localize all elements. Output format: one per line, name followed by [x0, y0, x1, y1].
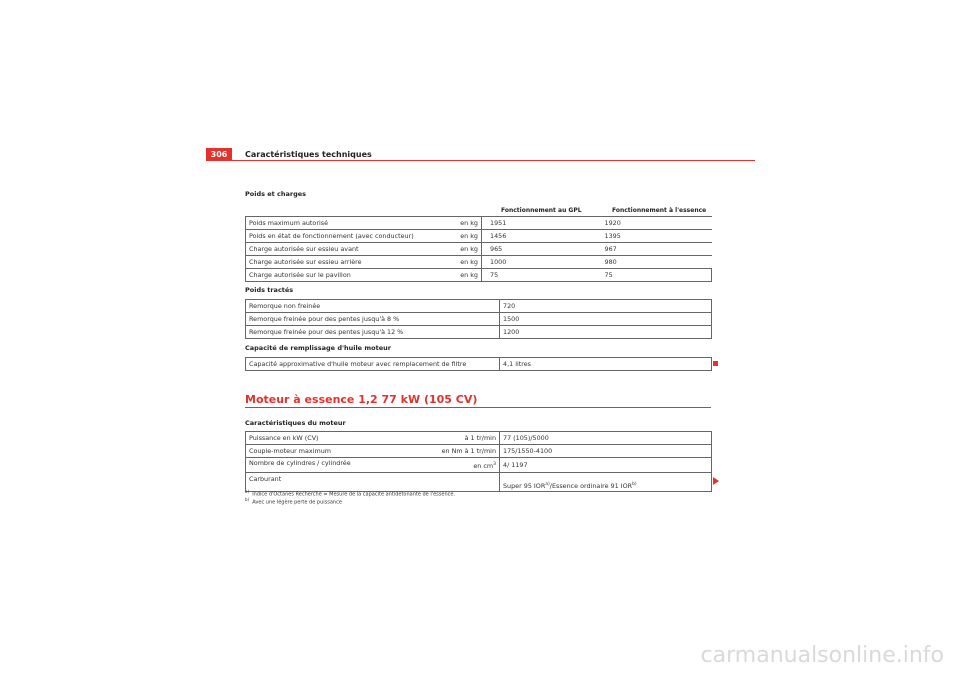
section-title-oil: Capacité de remplissage d'huile moteur — [245, 344, 391, 352]
row-label — [246, 217, 482, 230]
fuel-value — [500, 473, 712, 492]
row-label-text: Charge autorisée sur essieu avant — [249, 245, 359, 253]
row-label — [246, 445, 500, 458]
weights-table — [245, 216, 712, 282]
row-label: Remorque freinée pour des pentes jusqu'à 12 % — [246, 326, 500, 339]
footnote-ref-b: b) — [632, 481, 637, 487]
row-label — [246, 230, 482, 243]
row-label-text: Puissance en kW (CV) — [249, 434, 319, 442]
footnote-text: Avec une légère perte de puissance — [252, 499, 342, 506]
page-title: Caractéristiques techniques — [245, 150, 372, 159]
engine-heading: Moteur à essence 1,2 77 kW (105 CV) — [245, 393, 478, 406]
row-value: 77 (105)/5000 — [500, 432, 712, 445]
row-label: Carburant — [246, 473, 500, 492]
table-row — [246, 256, 712, 269]
table-row — [246, 269, 712, 282]
row-label-text: Charge autorisée sur le pavillon — [249, 271, 351, 279]
section-end-marker — [713, 361, 718, 366]
fuel-value-b: /Essence ordinaire 91 IOR — [549, 482, 633, 490]
row-label-text: Nombre de cylindres / cylindrée — [249, 459, 351, 468]
row-value: 4/ 1197 — [500, 458, 712, 473]
value-gpl: 75 — [482, 269, 597, 282]
section-title-weights: Poids et charges — [245, 190, 307, 198]
row-label — [246, 458, 500, 473]
table-row — [246, 243, 712, 256]
column-header-essence: Fonctionnement à l'essence — [612, 207, 707, 214]
footnote-mark: a) — [245, 489, 250, 494]
value-essence: 75 — [597, 269, 712, 282]
row-unit: en kg — [460, 245, 478, 253]
row-label — [246, 432, 500, 445]
row-label-text: Poids en état de fonctionnement (avec conducteur) — [249, 232, 414, 240]
unit-text: en cm — [473, 462, 494, 471]
row-label: Capacité approximative d'huile moteur avec remplacement de filtre — [246, 358, 500, 371]
row-unit: en Nm à 1 tr/min — [441, 447, 496, 455]
footnote-ref-a: a) — [545, 481, 550, 487]
footnote-text: Indice d'Octanes Recherché = Mesure de la capacité antidétonante de l'essence. — [252, 491, 456, 498]
table-row — [246, 300, 712, 313]
table-row — [246, 358, 712, 371]
row-label — [246, 269, 482, 282]
row-value: 4,1 litres — [500, 358, 712, 371]
row-unit: en kg — [460, 258, 478, 266]
row-label-text: Couple-moteur maximum — [249, 447, 331, 455]
unit-superscript: 3 — [493, 462, 496, 468]
table-row — [246, 432, 712, 445]
value-essence: 967 — [597, 243, 712, 256]
page-number-badge: 306 — [206, 148, 232, 161]
watermark: carmanualsonline.info — [700, 643, 944, 668]
table-row — [246, 458, 712, 473]
row-value: 1200 — [500, 326, 712, 339]
oil-table — [245, 357, 712, 371]
row-unit: en kg — [460, 271, 478, 279]
table-row — [246, 217, 712, 230]
footnote-mark: b) — [245, 497, 250, 502]
value-gpl: 965 — [482, 243, 597, 256]
footnote-b — [245, 497, 342, 506]
value-essence: 980 — [597, 256, 712, 269]
row-value: 720 — [500, 300, 712, 313]
fuel-value-a: Super 95 IOR — [503, 482, 546, 490]
section-title-towing: Poids tractés — [245, 286, 294, 294]
value-essence: 1395 — [597, 230, 712, 243]
row-label: Remorque freinée pour des pentes jusqu'à 8 % — [246, 313, 500, 326]
row-unit: en kg — [460, 219, 478, 227]
value-essence: 1920 — [597, 217, 712, 230]
row-label: Remorque non freinée — [246, 300, 500, 313]
row-unit: à 1 tr/min — [464, 434, 496, 442]
row-value: 1500 — [500, 313, 712, 326]
row-label — [246, 243, 482, 256]
value-gpl: 1000 — [482, 256, 597, 269]
section-title-engine: Caractéristiques du moteur — [245, 419, 346, 427]
towing-table — [245, 299, 712, 339]
row-unit: en kg — [460, 232, 478, 240]
row-value: 175/1550-4100 — [500, 445, 712, 458]
table-row — [246, 313, 712, 326]
continue-arrow-icon — [713, 477, 719, 485]
row-label-text: Poids maximum autorisé — [249, 219, 329, 227]
engine-table — [245, 431, 712, 492]
value-gpl: 1951 — [482, 217, 597, 230]
row-label — [246, 256, 482, 269]
column-header-gpl: Fonctionnement au GPL — [501, 207, 582, 214]
header-divider — [206, 160, 755, 161]
engine-heading-underline — [245, 407, 711, 408]
table-row — [246, 445, 712, 458]
row-label-text: Charge autorisée sur essieu arrière — [249, 258, 362, 266]
row-unit — [473, 459, 496, 470]
value-gpl: 1456 — [482, 230, 597, 243]
table-row — [246, 326, 712, 339]
table-row — [246, 230, 712, 243]
